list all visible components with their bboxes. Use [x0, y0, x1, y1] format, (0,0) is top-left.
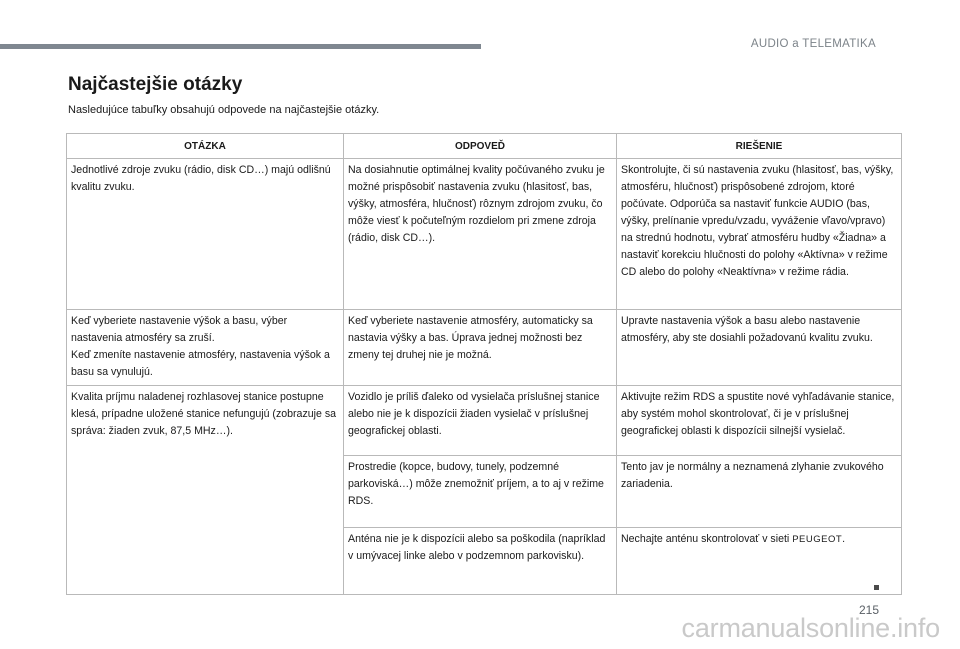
question-text: Keď vyberiete nastavenie výšok a basu, výber nastavenia atmosféry sa zruší. — [71, 315, 288, 344]
answer-cell: Vozidlo je príliš ďaleko od vysielača príslušnej stanice alebo nie je k dispozícii žiaden vysielač v príslušnej geografickej oblasti. — [344, 386, 617, 456]
page-title: Najčastejšie otázky — [68, 74, 243, 95]
answer-cell: Na dosiahnutie optimálnej kvality počúvaného zvuku je možné prispôsobiť nastavenia zvuku (hlasitosť, bas, výšky, atmosféra, hlučnosť) rôznym zdrojom zvuku, čo môže viesť k počuteľným rozdielom pri zmene zdroja (rádio, disk CD…). — [344, 159, 617, 310]
column-header-answer: ODPOVEĎ — [344, 134, 617, 159]
table-row — [67, 159, 902, 310]
answer-cell: Anténa nie je k dispozícii alebo sa poškodila (napríklad v umývacej linke alebo v podzemnom parkovisku). — [344, 528, 617, 595]
column-header-question: OTÁZKA — [67, 134, 344, 159]
solution-cell: Tento jav je normálny a neznamená zlyhanie zvukového zariadenia. — [617, 456, 902, 528]
table-row — [67, 386, 902, 456]
table-header-row — [67, 134, 902, 159]
section-label: AUDIO a TELEMATIKA — [750, 38, 876, 50]
watermark: carmanualsonline.info — [681, 613, 940, 643]
faq-table — [66, 133, 902, 595]
solution-cell: Upravte nastavenia výšok a basu alebo nastavenie atmosféry, aby ste dosiahli požadovanú kvalitu zvuku. — [617, 310, 902, 386]
solution-text: Nechajte anténu skontrolovať v sieti — [621, 533, 793, 545]
question-cell: Jednotlivé zdroje zvuku (rádio, disk CD…) majú odlišnú kvalitu zvuku. — [67, 159, 344, 310]
answer-cell: Keď vyberiete nastavenie atmosféry, automaticky sa nastavia výšky a bas. Úprava jednej možnosti bez zmeny tej druhej nie je možná. — [344, 310, 617, 386]
solution-cell — [617, 528, 902, 595]
page-marker — [874, 585, 879, 590]
question-cell — [67, 310, 344, 386]
solution-text-end: . — [842, 533, 846, 545]
column-header-solution: RIEŠENIE — [617, 134, 902, 159]
header-accent-bar — [0, 44, 481, 49]
page-number: 215 — [859, 603, 880, 617]
intro-text: Nasledujúce tabuľky obsahujú odpovede na najčastejšie otázky. — [68, 104, 380, 116]
table-row — [67, 310, 902, 386]
solution-cell: Aktivujte režim RDS a spustite nové vyhľadávanie stanice, aby systém mohol skontrolovať, či je v príslušnej geografickej oblasti k dispozícii silnejší vysielač. — [617, 386, 902, 456]
answer-cell: Prostredie (kopce, budovy, tunely, podzemné parkoviská…) môže znemožniť príjem, a to aj v režime RDS. — [344, 456, 617, 528]
question-cell: Kvalita príjmu naladenej rozhlasovej stanice postupne klesá, prípadne uložené stanice nefungujú (zobrazuje sa správa: žiaden zvuk, 87,5 MHz…). — [67, 386, 344, 595]
solution-cell: Skontrolujte, či sú nastavenia zvuku (hlasitosť, bas, výšky, atmosféru, hlučnosť) prispôsobené zdrojom, ktoré počúvate. Odporúča sa nastaviť funkcie AUDIO (bas, výšky, prelínanie vpredu/vzadu, vyváženie vľavo/vpravo) na strednú hodnotu, vybrať atmosféru hudby «Žiadna» a nastaviť korekciu hlučnosti do polohy «Aktívna» v režime CD alebo do polohy «Neaktívna» v režime rádia. — [617, 159, 902, 310]
question-text: Keď zmeníte nastavenie atmosféry, nastavenia výšok a basu sa vynulujú. — [71, 349, 330, 378]
brand-name: PEUGEOT — [792, 534, 843, 545]
